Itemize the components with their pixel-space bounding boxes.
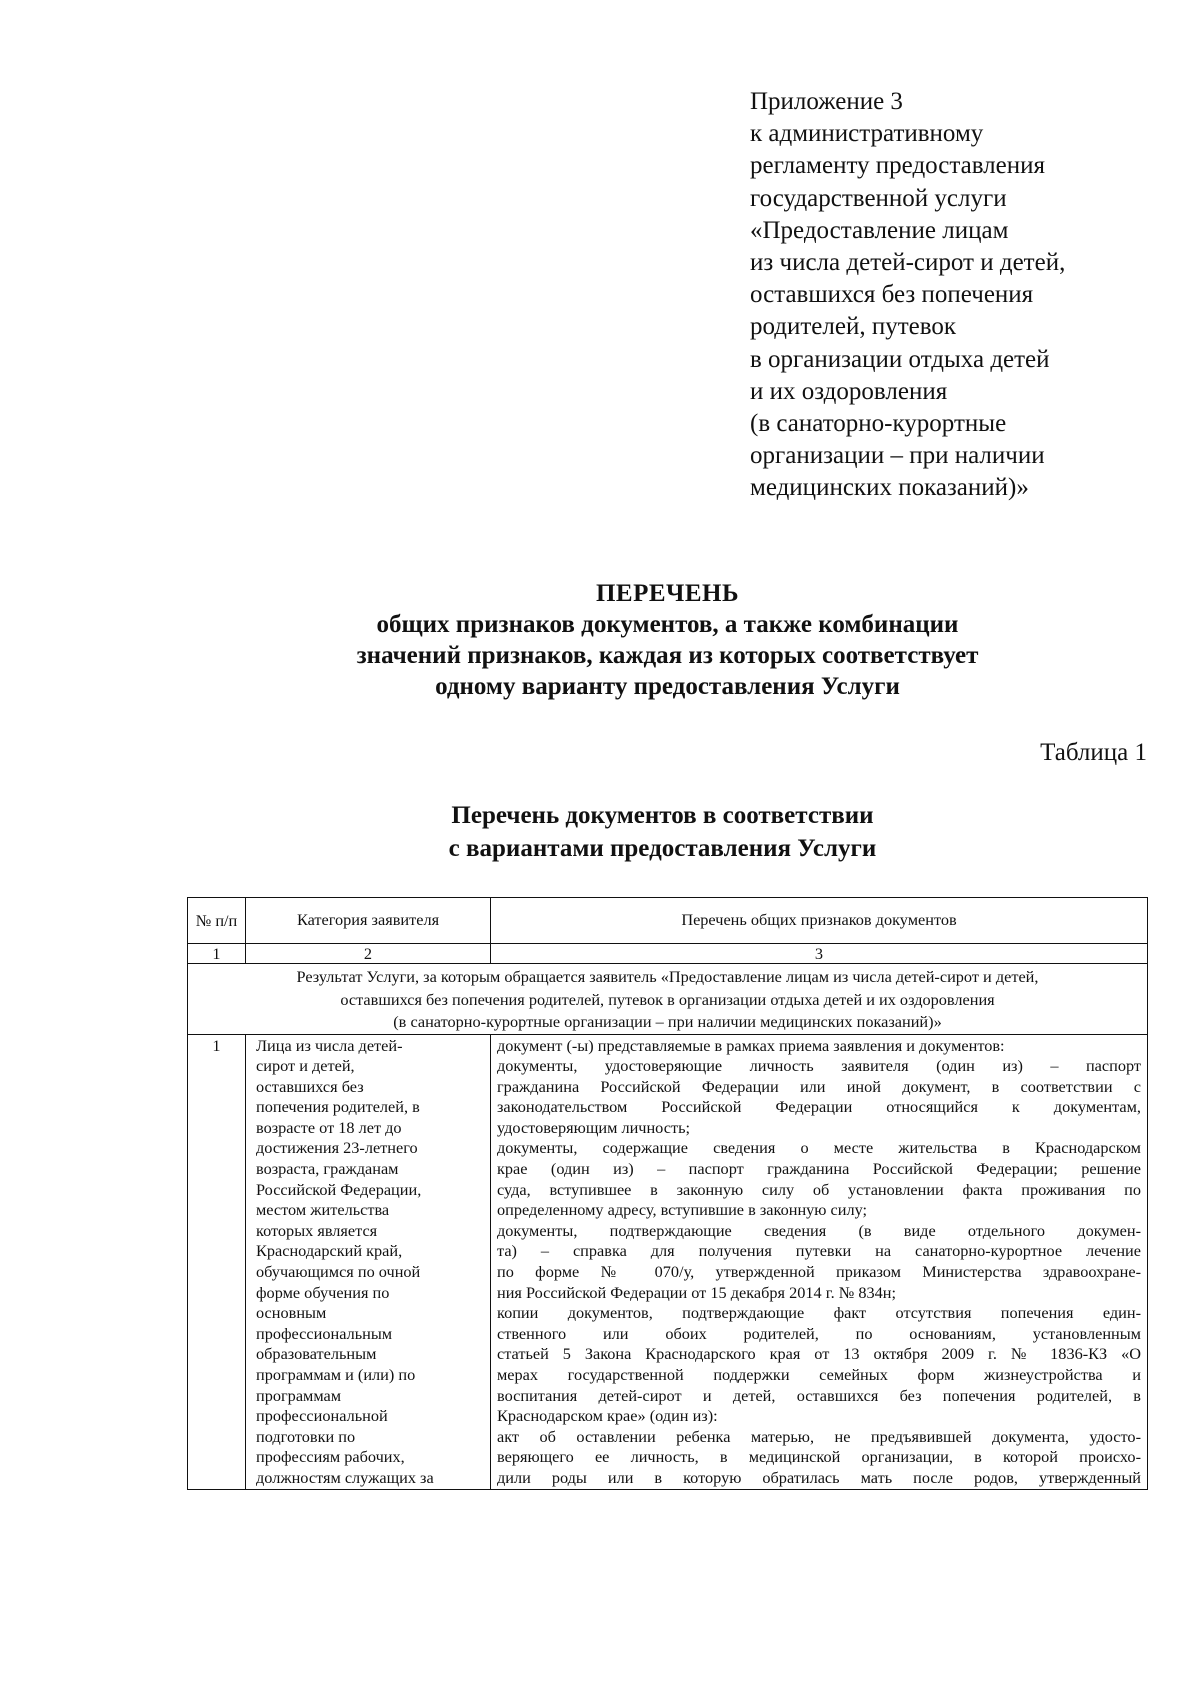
table-index-row <box>188 944 1148 964</box>
table-title-line: с вариантами предоставления Услуги <box>448 835 877 862</box>
document-line: воспитания детей-сирот и детей, оставшихся без попечения родителей, в <box>497 1385 1141 1405</box>
document-title-main: ПЕРЕЧЕНЬ <box>595 580 740 607</box>
row-category <box>246 1034 491 1489</box>
category-line: оставшихся без <box>256 1076 364 1096</box>
document-line: определенному адресу, вступившие в законную силу; <box>497 1200 868 1220</box>
result-line: оставшихся без попечения родителей, путевок в организации отдыха детей и их оздоровления <box>340 989 995 1009</box>
document-line: дили роды или в которую обратилась мать после родов, утвержденный <box>497 1467 1141 1487</box>
index-cell: 2 <box>246 944 491 964</box>
document-line: веряющего ее личность, в медицинской организации, в которой происхо- <box>497 1447 1141 1467</box>
category-line: образовательным <box>256 1344 377 1364</box>
appendix-line: «Предоставление лицам <box>750 216 1009 244</box>
category-line: обучающимся по очной <box>256 1262 421 1282</box>
appendix-line: оставшихся без попечения <box>750 281 1034 309</box>
document-title <box>0 578 1200 702</box>
category-line: программам и (или) по <box>256 1365 416 1384</box>
category-line: попечения родителей, в <box>256 1097 420 1117</box>
documents-table <box>187 897 1148 1490</box>
document-line: крае (один из) – паспорт гражданина Российской Федерации; решение <box>497 1159 1141 1179</box>
appendix-line: медицинских показаний)» <box>750 474 1029 502</box>
appendix-line: Приложение 3 <box>750 88 903 115</box>
index-cell: 3 <box>491 944 1148 964</box>
category-line: профессиональной <box>256 1406 388 1426</box>
document-line: Краснодарском крае» (один из): <box>497 1406 718 1426</box>
document-title-line: общих признаков документов, а также комбинации <box>376 611 959 638</box>
document-line: законодательством Российской Федерации относящийся к документам, <box>497 1097 1141 1117</box>
category-line: программам <box>256 1385 342 1405</box>
document-line: документы, подтверждающие сведения (в виде отдельного докумен- <box>497 1220 1141 1240</box>
category-line: форме обучения по <box>256 1282 390 1302</box>
table-result-row <box>188 964 1148 1035</box>
appendix-block <box>750 86 1170 505</box>
table-title <box>0 799 1200 865</box>
category-line: подготовки по <box>256 1426 356 1446</box>
document-line: документы, содержащие сведения о месте жительства в Краснодарском <box>497 1138 1141 1158</box>
document-line: та) – справка для получения путевки на санаторно-курортное лечение <box>497 1241 1141 1261</box>
category-line: сирот и детей, <box>256 1056 355 1076</box>
appendix-line: (в санаторно-курортные <box>750 410 1007 438</box>
row-documents <box>491 1034 1148 1489</box>
header-category: Категория заявителя <box>246 898 491 944</box>
category-line: основным <box>256 1303 327 1323</box>
document-line: мерах государственной поддержки семейных форм жизнеустройства и <box>497 1365 1141 1384</box>
category-line: профессиональным <box>256 1323 393 1343</box>
category-line: профессиям рабочих, <box>256 1447 405 1467</box>
category-line: которых является <box>256 1220 378 1240</box>
document-line: по форме № 070/у, утвержденной приказом Министерства здравоохране- <box>497 1262 1141 1282</box>
document-line: ния Российской Федерации от 15 декабря 2014 г. № 834н; <box>497 1282 896 1302</box>
index-cell: 1 <box>188 944 246 964</box>
appendix-line: организации – при наличии <box>750 442 1045 470</box>
category-line: возрасте от 18 лет до <box>256 1117 402 1137</box>
document-title-line: значений признаков, каждая из которых соответствует <box>356 642 979 669</box>
document-line: документ (-ы) представляемые в рамках приема заявления и документов: <box>497 1035 1005 1055</box>
category-line: местом жительства <box>256 1200 390 1220</box>
document-line: удостоверяющим личность; <box>497 1117 691 1137</box>
result-line: Результат Услуги, за которым обращается заявитель «Предоставление лицам из числа детей-сирот и детей, <box>296 967 1039 986</box>
document-line: акт об оставлении ребенка матерью, не предъявившей документа, удосто- <box>497 1426 1141 1446</box>
document-line: суда, вступившее в законную силу об установлении факта проживания по <box>497 1179 1141 1199</box>
document-line: копии документов, подтверждающие факт отсутствия попечения един- <box>497 1303 1141 1323</box>
appendix-line: в организации отдыха детей <box>750 345 1050 373</box>
category-line: достижения 23-летнего <box>256 1138 418 1158</box>
category-line: Краснодарский край, <box>256 1241 403 1261</box>
header-number: № п/п <box>188 898 246 944</box>
appendix-line: из числа детей-сирот и детей, <box>750 249 1066 277</box>
table-header-row <box>188 898 1148 944</box>
category-line: Российской Федерации, <box>256 1179 422 1199</box>
category-line: Лица из числа детей- <box>256 1035 403 1055</box>
document-line: документы, удостоверяющие личность заявителя (один из) – паспорт <box>497 1056 1141 1076</box>
document-line: статьей 5 Закона Краснодарского края от 13 октября 2009 г. № 1836-КЗ «О <box>497 1344 1141 1364</box>
header-documents: Перечень общих признаков документов <box>491 898 1148 944</box>
category-line: возраста, гражданам <box>256 1159 399 1179</box>
result-line: (в санаторно-курортные организации – при наличии медицинских показаний)» <box>393 1012 942 1031</box>
table-row <box>188 1034 1148 1489</box>
category-line: должностям служащих за <box>256 1467 434 1487</box>
row-number: 1 <box>188 1034 246 1489</box>
appendix-line: к административному <box>750 120 984 148</box>
document-title-line: одному варианту предоставления Услуги <box>435 673 900 700</box>
document-line: гражданина Российской Федерации или иной документ, в соответствии с <box>497 1076 1141 1096</box>
appendix-line: регламенту предоставления <box>750 152 1046 180</box>
table-number-label: Таблица 1 <box>1040 739 1147 766</box>
result-cell <box>188 964 1148 1035</box>
appendix-line: и их оздоровления <box>750 377 948 405</box>
table-title-line: Перечень документов в соответствии <box>451 802 874 829</box>
appendix-line: государственной услуги <box>750 184 1007 212</box>
appendix-line: родителей, путевок <box>750 313 957 341</box>
document-line: ственного или обоих родителей, по основаниям, установленным <box>497 1323 1141 1343</box>
